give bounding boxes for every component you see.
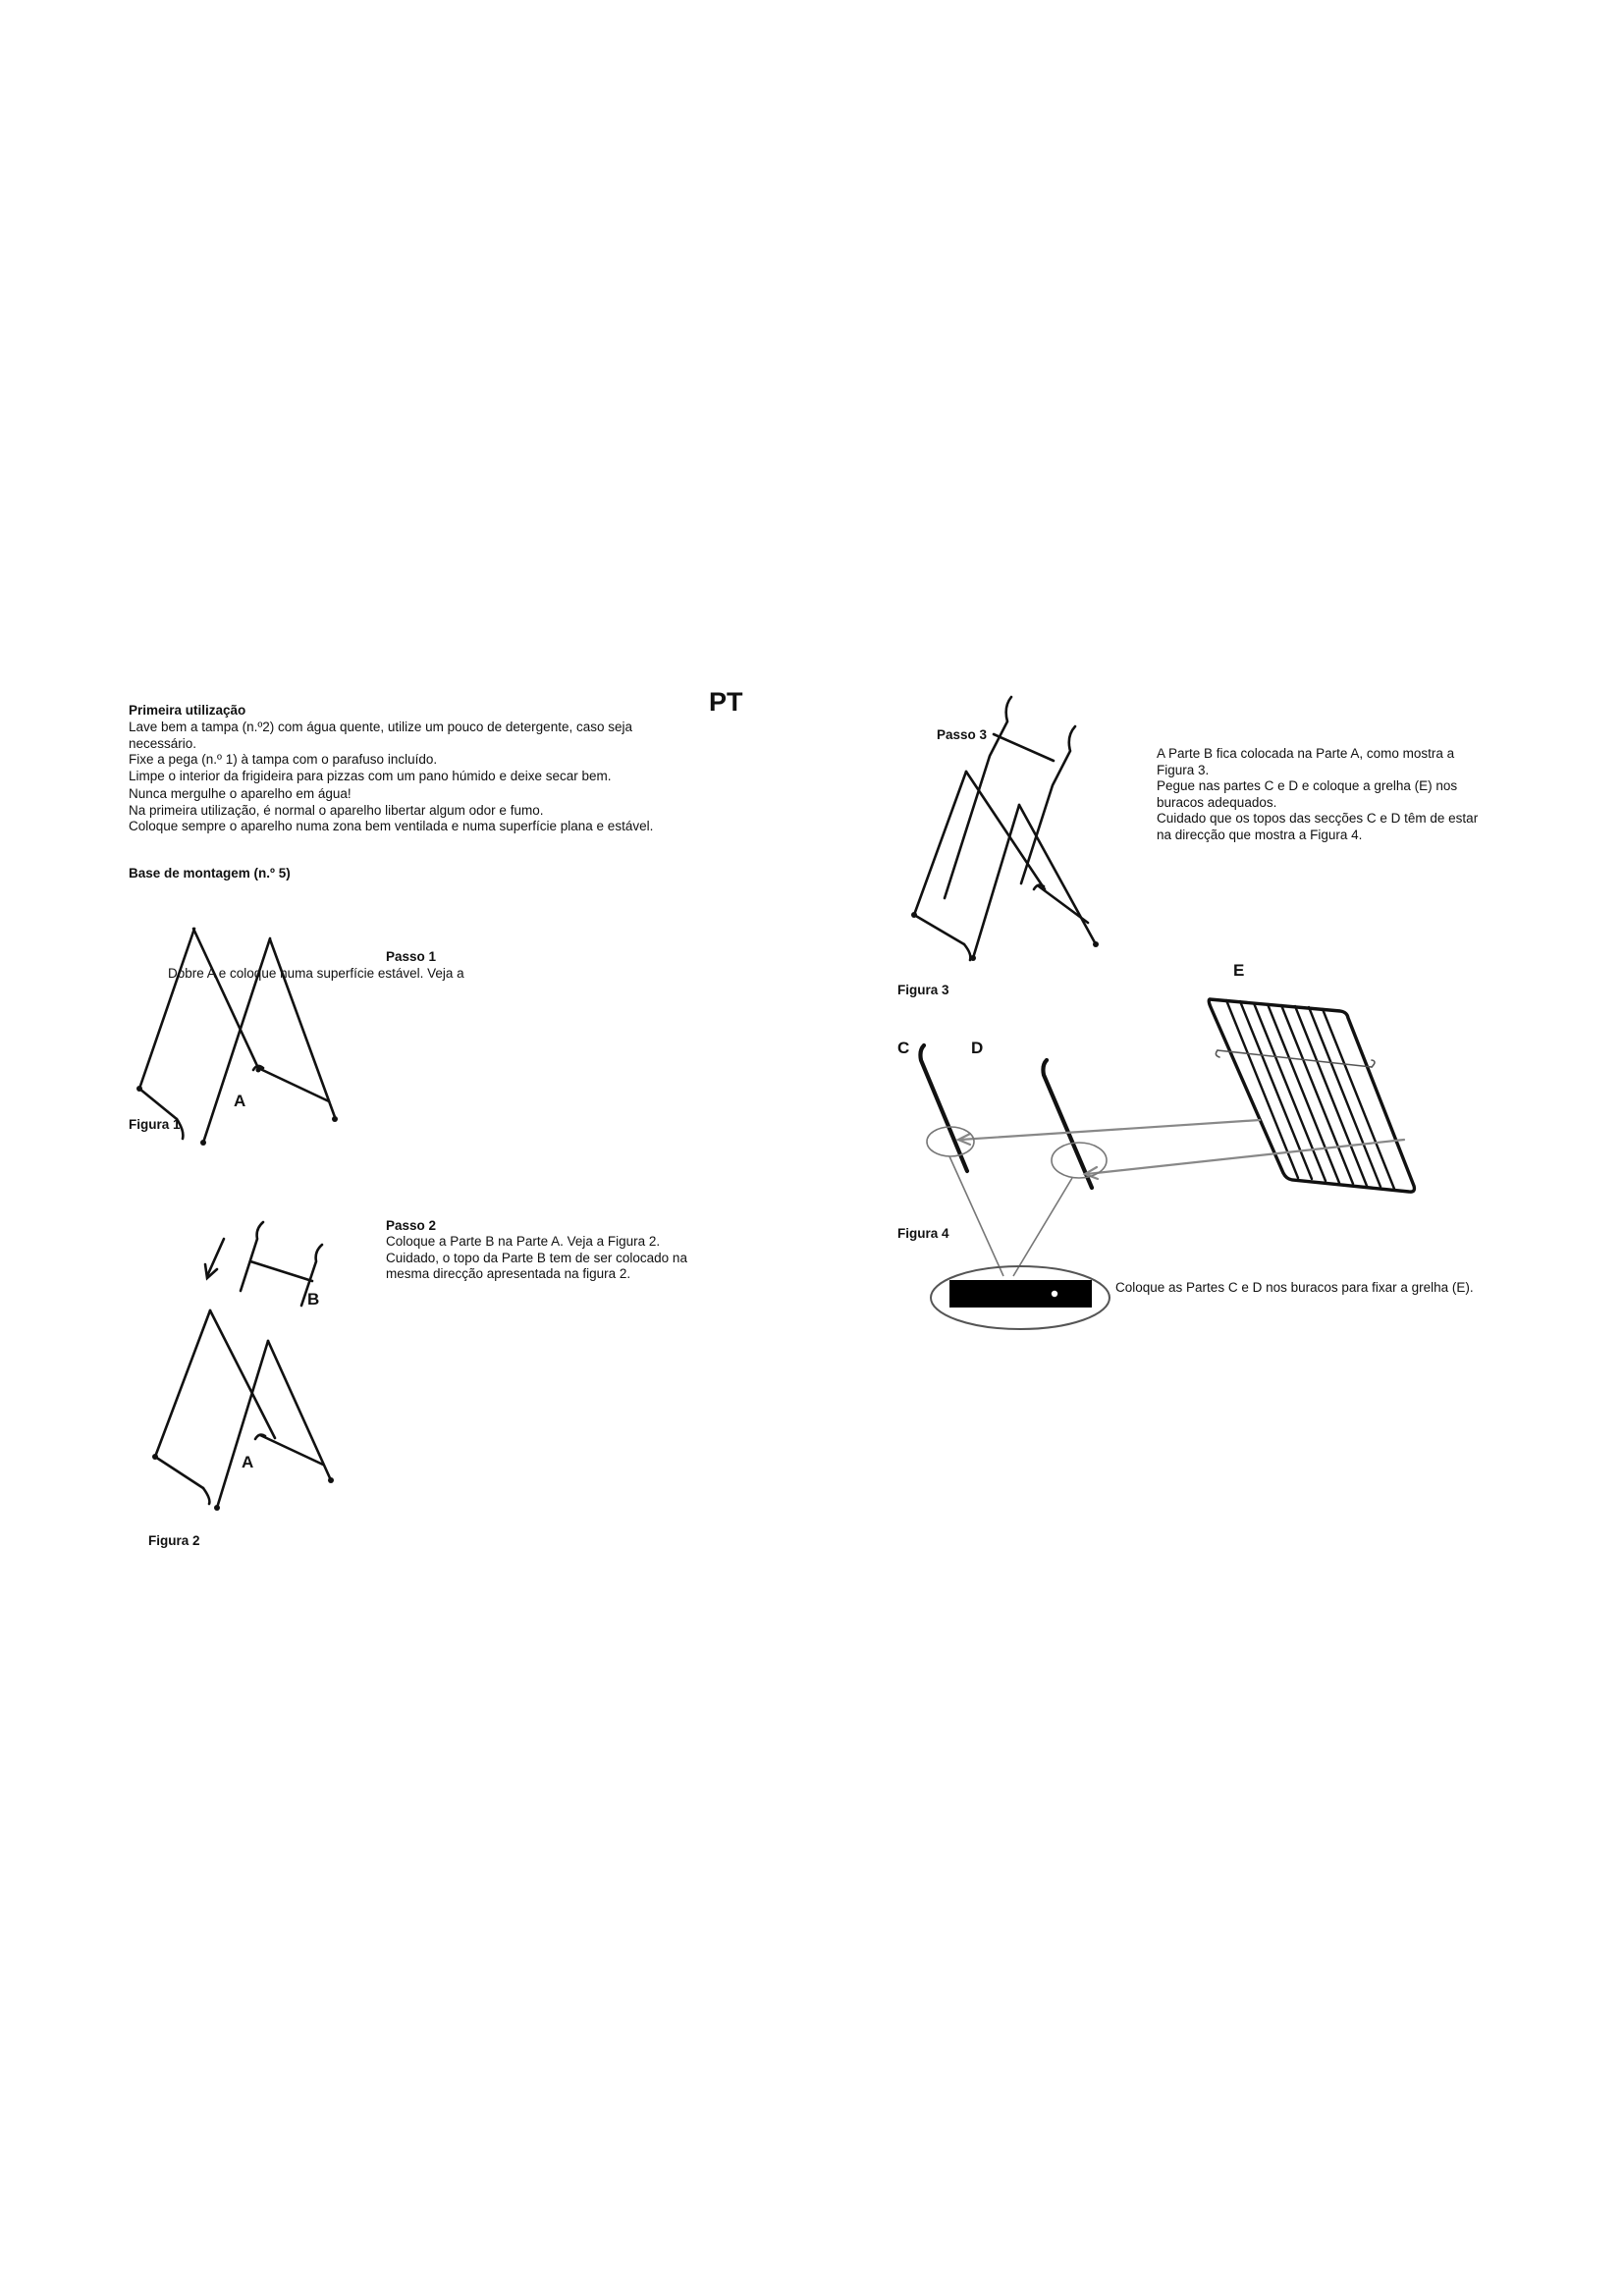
part-label-d: D [971, 1039, 984, 1057]
step2-line: Coloque a Parte B na Parte A. Veja a Figura 2. [386, 1234, 661, 1249]
step3-title: Passo 3 [937, 727, 988, 742]
step3-line: Pegue nas partes C e D e coloque a grelha (E) nos [1157, 778, 1458, 793]
figure2-caption: Figura 2 [148, 1533, 200, 1548]
step1-title: Passo 1 [386, 949, 437, 964]
step4-text: Coloque as Partes C e D nos buracos para fixar a grelha (E). [1115, 1280, 1474, 1295]
first-use-line: Na primeira utilização, é normal o aparelho libertar algum odor e fumo. [129, 802, 544, 818]
step3-line: buracos adequados. [1157, 794, 1277, 810]
step2-line: Cuidado, o topo da Parte B tem de ser colocado na [386, 1250, 687, 1265]
part-label-c: C [897, 1039, 910, 1057]
figure3-caption: Figura 3 [897, 983, 949, 997]
step2-title: Passo 2 [386, 1218, 437, 1233]
part-label-a: A [234, 1092, 246, 1110]
first-use-line: Nunca mergulhe o aparelho em água! [129, 786, 352, 801]
first-use-line: Limpe o interior da frigideira para pizzas com um pano húmido e deixe secar bem. [129, 768, 612, 783]
step2-line: mesma direcção apresentada na figura 2. [386, 1266, 631, 1281]
step3-line: Cuidado que os topos das secções C e D têm de estar [1157, 811, 1479, 826]
step3-line: Figura 3. [1157, 762, 1210, 777]
figure4-caption: Figura 4 [897, 1226, 949, 1241]
first-use-line: Fixe a pega (n.º 1) à tampa com o parafuso incluído. [129, 752, 438, 767]
language-code: PT [709, 687, 743, 717]
step3-line: na direcção que mostra a Figura 4. [1157, 827, 1363, 842]
assembly-heading: Base de montagem (n.º 5) [129, 866, 291, 881]
first-use-line: Lave bem a tampa (n.º2) com água quente, utilize um pouco de detergente, caso seja [129, 720, 632, 734]
part-label-b: B [307, 1290, 320, 1308]
first-use-line: Coloque sempre o aparelho numa zona bem ventilada e numa superfície plana e estável. [129, 819, 654, 833]
step3-line: A Parte B fica colocada na Parte A, como mostra a [1157, 746, 1455, 761]
part-label-e: E [1233, 961, 1245, 980]
figure1-caption: Figura 1 [129, 1117, 181, 1132]
part-label-a: A [242, 1453, 254, 1471]
step1-text: Dobre A e coloque numa superfície estável. Veja a [168, 966, 464, 981]
first-use-line: necessário. [129, 735, 197, 751]
first-use-heading: Primeira utilização [129, 703, 246, 718]
